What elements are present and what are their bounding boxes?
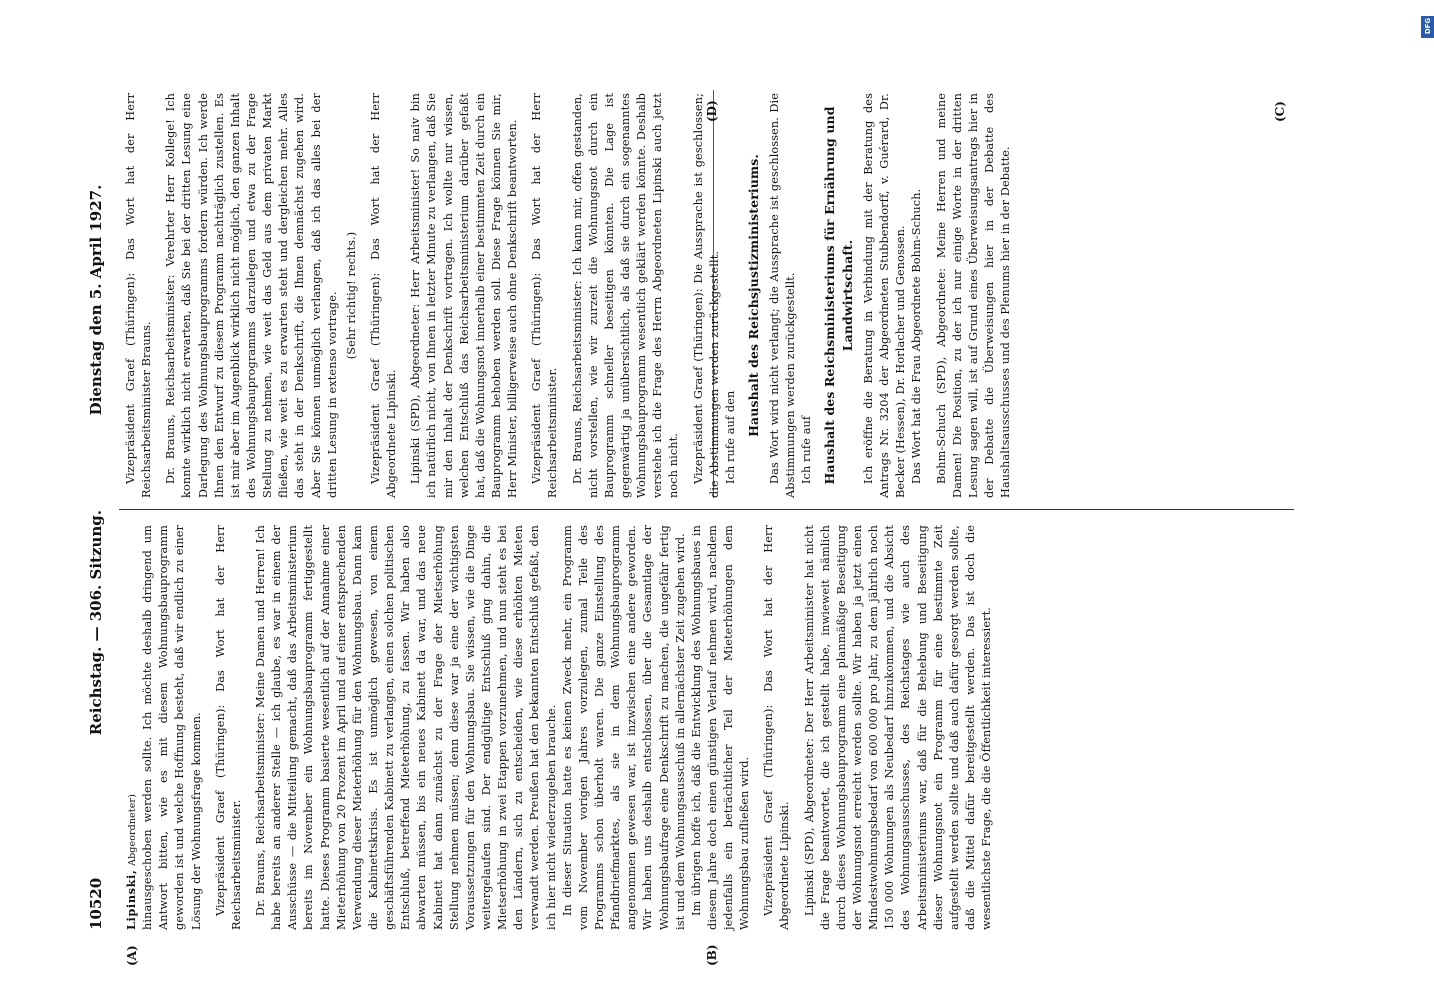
column-divider	[119, 509, 1294, 510]
speaker-tag: Lipinski, Abgeordneter)	[124, 794, 138, 930]
paragraph: hinausgeschoben werden sollte. Ich möchte deshalb dringend um Antwort bitten, wie es mit diesem Wohnungsbauprogramm geworden ist und welche Hoffnung besteht, daß wir endlich zu einer Lösung der Wohnungsfrage kommen.	[141, 525, 203, 930]
paragraph: Vizepräsident Graef (Thüringen): Das Wort hat der Herr Reichsarbeitsminister Brauns.	[124, 93, 154, 498]
paragraph: Vizepräsident Graef (Thüringen): Das Wort hat der Herr Abgeordnete Lipinski.	[368, 93, 399, 498]
session-title: Reichstag. — 306. Sitzung.	[87, 510, 105, 736]
right-column	[123, 93, 1014, 498]
section-heading: Haushalt des Reichsministeriums für Ernährung und Landwirtschaft.	[822, 106, 856, 485]
margin-mark-b: (B)	[705, 944, 719, 966]
session-date: Dienstag den 5. April 1927.	[87, 184, 105, 416]
paragraph: Lipinski (SPD), Abgeordneter: Der Herr Arbeitsminister hat nicht die Frage beantwortet, die ich gestellt habe, inwieweit nämlich durch dieses Wohnungsbauprogramm eine planmäßige Beseitigung der Wohnungsnot erreicht werden sollte. Wir haben ja jetzt einen Mindestwohnungsbedarf von 600 000 pro Jahr, zu dem jährlich noch 150 000 Wohnungen als Neubedarf hinzukommen, und die Absicht des Wohnungsausschusses, des Reichstages wie auch des Arbeitsministeriums war, daß für die Behebung und Beseitigung dieser Wohnungsnot ein Programm für eine bestimmte Zeit aufgestellt werden sollte und daß auch dafür gesorgt werden sollte, daß die Mittel dafür bereitgestellt werden. Das ist doch die wesentlichste Frage, die die Öffentlichkeit interessiert.	[802, 525, 994, 930]
paragraph: Dr. Brauns, Reichsarbeitsminister: Ich kann mir, offen gestanden, nicht vorstellen, wie wir zurzeit die Wohnungsnot durch ein Bauprogramm schneller beseitigen könnten. Die Lage ist gegenwärtig ja unübersichtlich, als daß sie durch ein sogenanntes Wohnungsbauprogramm wesentlich geklärt werden könnte. Deshalb verstehe ich die Frage des Herrn Abgeordneten Lipinski auch jetzt noch nicht.	[570, 93, 681, 498]
funding-notice-text	[1420, 0, 1434, 390]
paragraph: Vizepräsident Graef (Thüringen): Das Wort hat der Herr Abgeordnete Lipinski.	[762, 525, 792, 930]
paragraph: Vizepräsident Graef (Thüringen): Die Aussprache ist geschlossen; die Abstimmungen werden zurückgestellt.	[691, 93, 721, 498]
paragraph: Bohm-Schuch (SPD), Abgeordnete: Meine Herren und meine Damen! Die Position, zu der ich nur einige Worte in der dritten Lesung sagen will, ist auf Grund eines Überweisungsantrags hier in der Debatte die Überweisungen hier in der Debatte des Haushaltsausschusses und des Plenums hier in der Debatte.	[934, 93, 1013, 498]
paragraph: Das Wort wird nicht verlangt; die Aussprache ist geschlossen. Die Abstimmungen werden zurückgestellt.	[767, 93, 797, 498]
paragraph: Im übrigen hoffe ich, daß die Entwicklung des Wohnungsbaues in diesem Jahre doch einen günstigen Verlauf nehmen wird, nachdem jedenfalls ein beträchtlicher Teil der Mieterhöhungen dem Wohnungsbau zufließen wird.	[689, 525, 752, 930]
paragraph: Ich rufe auf	[800, 415, 814, 484]
left-column	[123, 525, 995, 930]
paragraph: Das Wort hat die Frau Abgeordnete Bohm-Schuch.	[910, 188, 924, 484]
interjection: (Sehr richtig! rechts.)	[344, 231, 358, 360]
section-heading: Haushalt des Reichsjustizministeriums.	[745, 154, 761, 437]
dfg-logo: DFG	[1421, 16, 1434, 38]
paragraph: Ich rufe auf den	[723, 390, 737, 484]
margin-mark-a: (A)	[125, 945, 139, 966]
paragraph: Ich eröffne die Beratung in Verbindung mit der Beratung des Antrags Nr. 3204 der Abgeordneten Stubbendorff, v. Guérard, Dr. Becker (Hessen), Dr. Horlacher und Genossen.	[861, 93, 908, 498]
paragraph: Lipinski (SPD), Abgeordneter: Herr Arbeitsminister! So naiv bin ich natürlich nicht, von Ihnen in letzter Minute zu verlangen, daß Sie mir den Inhalt der Denkschrift vortragen. Ich wollte nur wissen, welchen Entschluß das Reichsarbeitsministerium darüber gefaßt hat, daß die Wohnungsnot innerhalb einer bestimmten Zeit durch ein Bauprogramm behoben werden soll. Diese Frage können Sie mir, Herr Minister, billigerweise auch ohne Denkschrift beantworten.	[409, 93, 520, 498]
paragraph: Dr. Brauns, Reichsarbeitsminister: Meine Damen und Herren! Ich habe bereits an anderer Stelle — ich glaube, es war in einem der Ausschüsse — die Mitteilung gemacht, daß das Arbeitsministerium bereits im November ein Wohnungsbauprogramm fertiggestellt hatte. Dieses Programm basierte wesentlich auf der Annahme einer Mieterhöhung von 20 Prozent im April und auf einer entsprechenden Verwendung dieser Mieterhöhung für den Wohnungsbau. Dann kam die Kabinettskrisis. Es ist unmöglich gewesen, von einem geschäftsführenden Kabinett zu verlangen, einen solchen politischen Entschluß, betreffend Mieterhöhung, zu fassen. Wir haben also abwarten müssen, bis ein neues Kabinett da war, und das neue Kabinett hat dann zunächst zu der Frage der Mietserhöhung Stellung nehmen müssen; denn diese war ja eine der wichtigsten Voraussetzungen für den Wohnungsbau. Sie wissen, wie die Dinge weitergelaufen sind. Der endgültige Entschluß ging dahin, die Mietserhöhung in zwei Etappen vorzunehmen, und nun steht es bei den Ländern, sich zu entscheiden, wie diese erhöhten Mieten verwandt werden. Preußen hat den bekannten Entschluß gefaßt, den ich hier nicht wiederzugeben brauche.	[253, 525, 558, 930]
page-header	[85, 90, 113, 930]
digitization-notice	[1418, 8, 1434, 998]
margin-mark-d: (D)	[705, 100, 719, 122]
rotated-text-block	[85, 90, 1295, 966]
paragraph: Vizepräsident Graef (Thüringen): Das Wort hat der Herr Reichsarbeitsminister.	[213, 525, 243, 930]
margin-mark-c: (C)	[1273, 101, 1287, 122]
paragraph: In dieser Situation hatte es keinen Zweck mehr, ein Programm vom November vorigen Jahres vorzulegen, zumal Teile des Programms schon überholt waren. Die ganze Einstellung des Pfandbriefmarktes, als sie in dem Wohnungsbauprogramm angenommen gewesen war, ist inzwischen eine andere geworden. Wir haben uns deshalb entschlossen, über die Gesamtlage der Wohnungsbaufrage eine Denkschrift zu machen, die ungefähr fertig ist und dem Wohnungsausschuß in allernächster Zeit zugehen wird.	[560, 525, 687, 930]
paragraph: Vizepräsident Graef (Thüringen): Das Wort hat der Herr Reichsarbeitsminister.	[530, 93, 560, 498]
page-number: 10520	[87, 877, 105, 930]
paragraph: Dr. Brauns, Reichsarbeitsminister: Verehrter Herr Kollege! Ich konnte wirklich nicht erwarten, daß Sie bei der dritten Lesung eine Darlegung des Wohnungsbauprogramms fordern würden. Ich werde Ihnen den Entwurf zu diesem Programm nachträglich zustellen. Es ist mir aber im Augenblick wirklich nicht möglich, den ganzen Inhalt des Wohnungsbauprogramms darzulegen und etwa zu der Frage Stellung zu nehmen, wie weit das Geld aus dem privaten Markt fließen, wie weit es zu erwarten steht und dergleichen mehr. Alles das steht in der Denkschrift, die Ihnen demnächst zugehen wird. Aber Sie können unmöglich verlangen, daß ich das alles bei der dritten Lesung in extenso vortrage.	[164, 93, 339, 498]
